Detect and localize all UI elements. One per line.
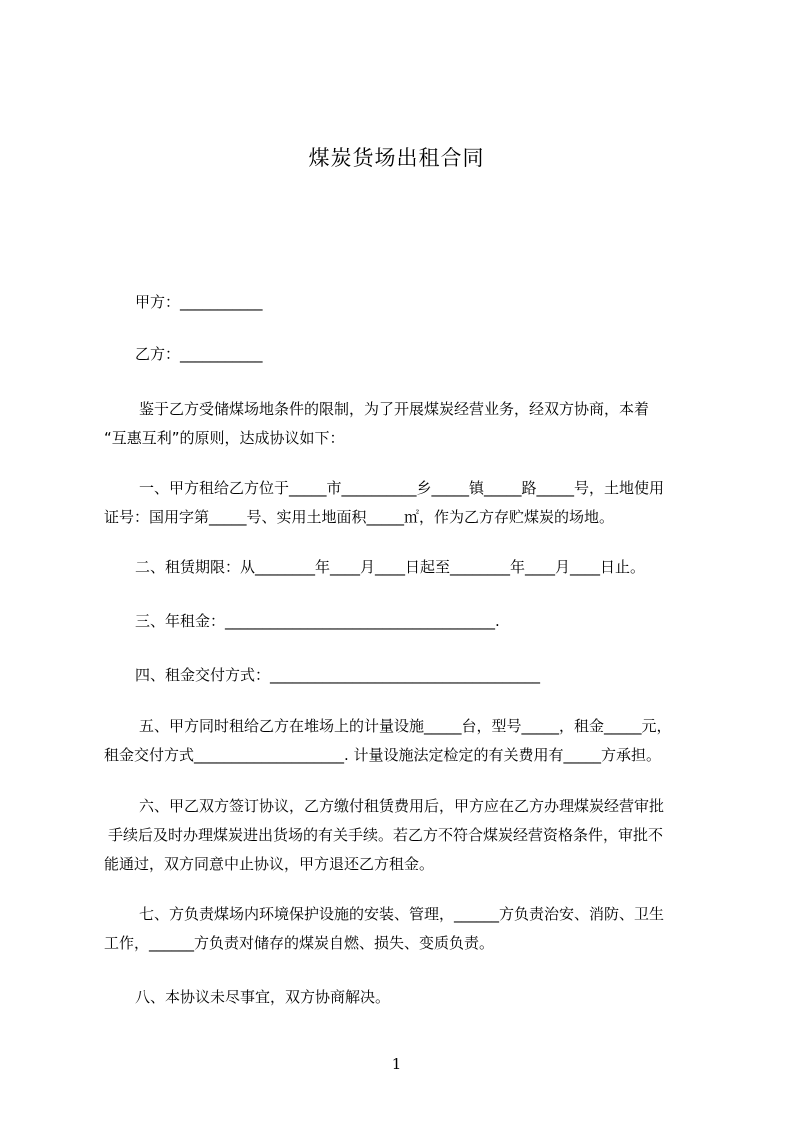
clause-3-line: 三、年租金：____________________________________. <box>135 612 500 630</box>
clause-3-paragraph <box>104 607 704 636</box>
page-number: 1 <box>391 1055 402 1073</box>
clause-2-paragraph <box>104 553 704 582</box>
clause-1-paragraph <box>104 474 704 532</box>
party-b-line <box>104 340 704 369</box>
clause-6-line-1: 六、甲乙双方签订协议，乙方缴付租赁费用后，甲方应在乙方办理煤炭经营审批 <box>139 797 665 815</box>
clause-8-line: 八、本协议未尽事宜，双方协商解决。 <box>135 988 391 1006</box>
clause-1-line-1: 一、甲方租给乙方位于_____市__________乡_____镇_____路_____号，土地使用 <box>139 479 665 497</box>
preamble-line-1: 鉴于乙方受储煤场地条件的限制，为了开展煤炭经营业务，经双方协商，本着 <box>139 400 650 418</box>
clause-6-paragraph <box>104 792 704 879</box>
clause-7-paragraph <box>104 900 704 958</box>
party-b-text: 乙方：___________ <box>135 345 263 363</box>
clause-5-line-2: 租金交付方式____________________. 计量设施法定检定的有关费用有_____方承担。 <box>104 746 662 764</box>
clause-4-line: 四、租金交付方式：____________________________________ <box>135 666 541 684</box>
clause-1-line-2: 证号：国用字第_____号、实用土地面积_____㎡，作为乙方存贮煤炭的场地。 <box>104 508 615 526</box>
clause-2-line: 二、租赁期限：从________年____月____日起至________年____月____日止。 <box>135 558 646 576</box>
party-a-line <box>104 288 704 317</box>
preamble-line-2: “互惠互利”的原则，达成协议如下： <box>104 429 345 447</box>
document-title: 煤炭货场出租合同 <box>308 146 485 170</box>
clause-6-line-2: 手续后及时办理煤炭进出货场的有关手续。若乙方不符合煤炭经营资格条件，审批不 <box>108 826 664 844</box>
clause-6-line-3: 能通过，双方同意中止协议，甲方退还乙方租金。 <box>104 855 435 873</box>
clause-5-line-1: 五、甲方同时租给乙方在堆场上的计量设施_____台，型号_____，租金_____元， <box>139 717 672 735</box>
party-a-text: 甲方：___________ <box>135 293 263 311</box>
preamble-paragraph <box>104 395 704 453</box>
clause-5-paragraph <box>104 712 704 770</box>
clause-7-line-2: 工作，______方负责对储存的煤炭自燃、损失、变质负责。 <box>104 934 495 952</box>
clause-4-paragraph <box>104 661 704 690</box>
clause-8-paragraph <box>104 983 704 1012</box>
clause-7-line-1: 七、方负责煤场内环境保护设施的安装、管理，______方负责治安、消防、卫生 <box>139 905 665 923</box>
